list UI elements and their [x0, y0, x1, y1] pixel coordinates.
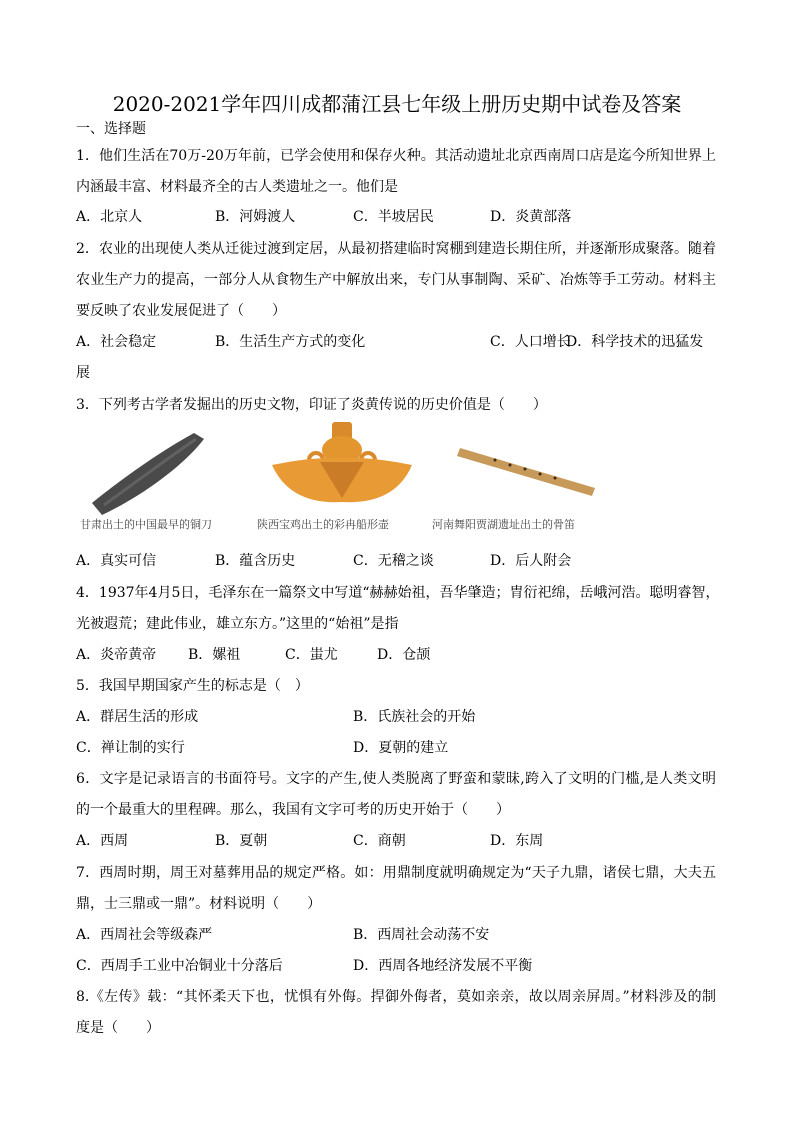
bone-flute-image [455, 440, 605, 500]
question-4-line-1: 4．1937年4月5日，毛泽东在一篇祭文中写道“赫赫始祖，吾华肇造；胄衍祀绵，岳峨河浩。聪明睿智， [76, 585, 720, 601]
question-6-line-1: 6．文字是记录语言的书面符号。文字的产生,使人类脱离了野蛮和蒙昧,跨入了文明的门槛,是人类文明 [76, 771, 716, 787]
q1-option-b: B．河姆渡人 [215, 209, 296, 225]
q7-option-c: C．西周手工业中冶铜业十分落后 [76, 958, 283, 974]
q2-option-d-wrap: 展 [76, 365, 90, 381]
question-8-line-1: 8.《左传》载：“其怀柔天下也，忧惧有外侮。捍御外侮者，莫如亲亲，故以周亲屏周。”材料涉及的制 [76, 989, 716, 1005]
q7-option-d: D．西周各地经济发展不平衡 [353, 958, 533, 974]
q1-option-c: C．半坡居民 [353, 209, 434, 225]
q5-option-a: A．群居生活的形成 [76, 709, 199, 725]
q3-option-c: C．无稽之谈 [353, 553, 434, 569]
q3-option-a: A．真实可信 [76, 553, 157, 569]
q1-option-d: D．炎黄部落 [490, 209, 572, 225]
section-heading: 一、选择题 [76, 121, 146, 137]
q5-option-b: B．氏族社会的开始 [353, 709, 476, 725]
question-8-line-2: 度是（ ） [76, 1020, 160, 1036]
q2-option-a: A．社会稳定 [76, 334, 157, 350]
question-7-line-1: 7．西周时期，周王对墓葬用品的规定严格。如：用鼎制度就明确规定为“天子九鼎，诸侯七鼎，大夫五 [76, 865, 716, 881]
question-7-line-2: 鼎，士三鼎或一鼎”。材料说明（ ） [76, 896, 322, 912]
question-2-line-1: 2．农业的出现使人类从迁徙过渡到定居，从最初搭建临时窝棚到建造长期住所，并逐渐形成聚落。随着 [76, 241, 716, 257]
q3-option-d: D．后人附会 [490, 553, 572, 569]
q6-option-d: D．东周 [490, 833, 544, 849]
q3-option-b: B．蕴含历史 [215, 553, 296, 569]
q7-option-a: A．西周社会等级森严 [76, 927, 213, 943]
q2-option-c: C．人口增长 [490, 334, 571, 350]
question-6-line-2: 的一个最重大的里程碑。那么，我国有文字可考的历史开始于（ ） [76, 802, 510, 818]
q6-option-c: C．商朝 [353, 833, 406, 849]
q6-option-a: A．西周 [76, 833, 129, 849]
bronze-knife-image [84, 425, 209, 515]
question-2-line-3: 要反映了农业发展促进了（ ） [76, 303, 286, 319]
caption-bronze-knife: 甘肃出土的中国最早的铜刀 [80, 518, 212, 531]
caption-painted-pot: 陕西宝鸡出土的彩冉船形壶 [257, 518, 389, 531]
question-4-line-2: 光被遐荒；建此伟业，雄立东方。”这里的“始祖”是指 [76, 616, 399, 632]
q2-option-d: D．科学技术的迅猛发 [566, 334, 704, 350]
q5-option-c: C．禅让制的实行 [76, 740, 185, 756]
q4-option-b: B．嫘祖 [188, 647, 241, 663]
painted-pot-image [270, 420, 415, 510]
question-5-line-1: 5．我国早期国家产生的标志是（ ） [76, 678, 309, 694]
q1-option-a: A．北京人 [76, 209, 143, 225]
question-2-line-2: 农业生产力的提高，一部分人从食物生产中解放出来，专门从事制陶、采矿、冶炼等手工劳动。材料主 [76, 272, 716, 288]
q2-option-b: B．生活生产方式的变化 [215, 334, 366, 350]
question-3-line-1: 3．下列考古学者发掘出的历史文物，印证了炎黄传说的历史价值是（ ） [76, 397, 547, 413]
q6-option-b: B．夏朝 [215, 833, 268, 849]
q4-option-c: C．蚩尤 [285, 647, 338, 663]
question-1-line-2: 内涵最丰富、材料最齐全的古人类遗址之一。他们是 [76, 179, 398, 195]
page-title: 2020-2021学年四川成都蒲江县七年级上册历史期中试卷及答案 [112, 92, 682, 116]
q7-option-b: B．西周社会动荡不安 [353, 927, 490, 943]
caption-bone-flute: 河南舞阳贾湖遗址出土的骨笛 [432, 518, 575, 531]
question-1-line-1: 1．他们生活在70万-20万年前，已学会使用和保存火种。其活动遗址北京西南周口店是迄今所知世界上 [76, 148, 716, 164]
q4-option-d: D．仓颉 [377, 647, 431, 663]
q5-option-d: D．夏朝的建立 [353, 740, 449, 756]
q4-option-a: A．炎帝黄帝 [76, 647, 157, 663]
